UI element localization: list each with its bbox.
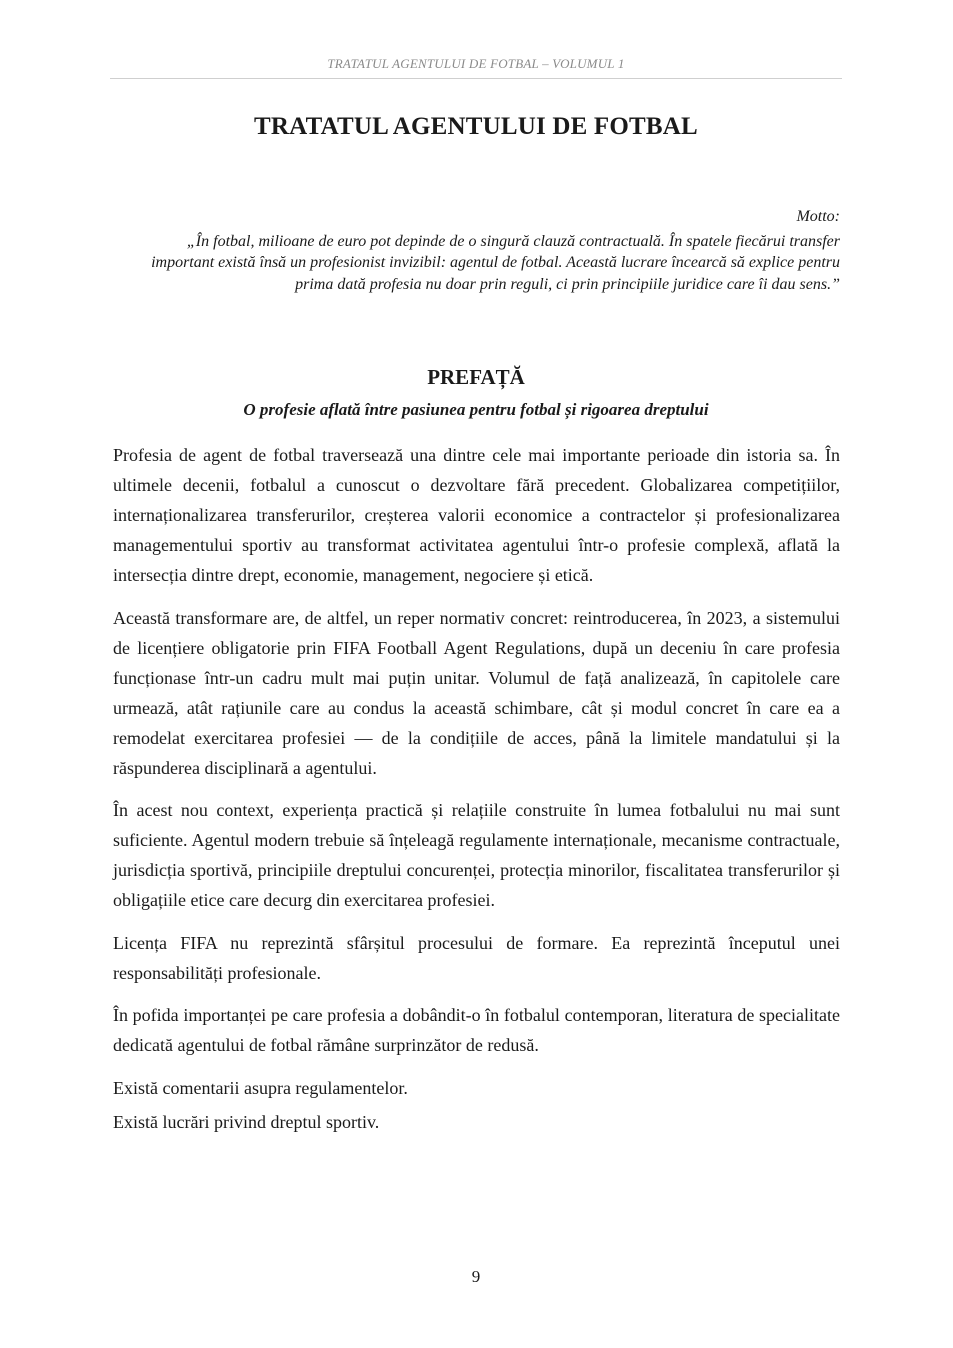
book-title: TRATATUL AGENTULUI DE FOTBAL (254, 113, 698, 140)
paragraph: Profesia de agent de fotbal traversează una dintre cele mai importante perioade din istoria sa. În ultimele decenii, fotbalul a cunoscut o dezvoltare fără precedent. Globalizarea competițiilor, internaționalizarea transferurilor, creșterea valorii economice a contractelor și profesionalizarea managementului sportiv au transformat activitatea agentului într-o profesie complexă, aflată la intersecția dintre drept, economie, management, negociere și etică. (113, 445, 840, 585)
paragraph: În acest nou context, experiența practică și relațiile construite în lumea fotbalului nu mai sunt suficiente. Agentul modern trebuie să înțeleagă regulamente internaționale, mecanisme contractuale, jurisdicția sportivă, principiile dreptului concurenței, protecția minorilor, fiscalitatea transferurilor și obligațiile etice care decurg din exercitarea profesiei. (113, 800, 840, 910)
paragraph: În pofida importanței pe care profesia a dobândit-o în fotbalul contemporan, literatura de specialitate dedicată agentului de fotbal rămâne surprinzător de redusă. (113, 1005, 840, 1055)
section-title: PREFAȚĂ (427, 365, 525, 389)
body-text (113, 440, 840, 1141)
paragraph: Această transformare are, de altfel, un reper normativ concret: reintroducerea, în 2023, a sistemului de licențiere obligatorie prin FIFA Football Agent Regulations, după un deceniu în care profesia funcționase într-un cadru mult mai puțin unitar. Volumul de față analizează, în capitolele care urmează, atât rațiunile care au condus la această schimbare, cât și modul concret în care ea a remodelat exercitarea profesiei — de la condițiile de acces, până la limitele mandatului și la răspunderea disciplinară a agentului. (113, 607, 840, 778)
header-divider (110, 78, 842, 79)
motto-block (110, 206, 840, 295)
paragraph: Există lucrări privind dreptul sportiv. (113, 1111, 380, 1132)
paragraph: Există comentarii asupra regulamentelor. (113, 1077, 408, 1098)
motto-label: Motto: (796, 208, 840, 225)
running-header: TRATATUL AGENTULUI DE FOTBAL – VOLUMUL 1 (327, 56, 625, 71)
section-subtitle: O profesie aflată între pasiunea pentru fotbal și rigoarea dreptului (243, 400, 709, 419)
paragraph: Licența FIFA nu reprezintă sfârșitul procesului de formare. Ea reprezintă începutul unei responsabilități profesionale. (113, 932, 840, 983)
page-number: 9 (471, 1267, 481, 1286)
motto-quote: „În fotbal, milioane de euro pot depinde de o singură clauză contractuală. În spatele fiecărui transfer important există însă un profesionist invizibil: agentul de fotbal. Această lucrare încearcă să explice pentru prima dată profesia nu doar prin reguli, ci prin principiile juridice care îi dau sens.” (151, 232, 840, 293)
